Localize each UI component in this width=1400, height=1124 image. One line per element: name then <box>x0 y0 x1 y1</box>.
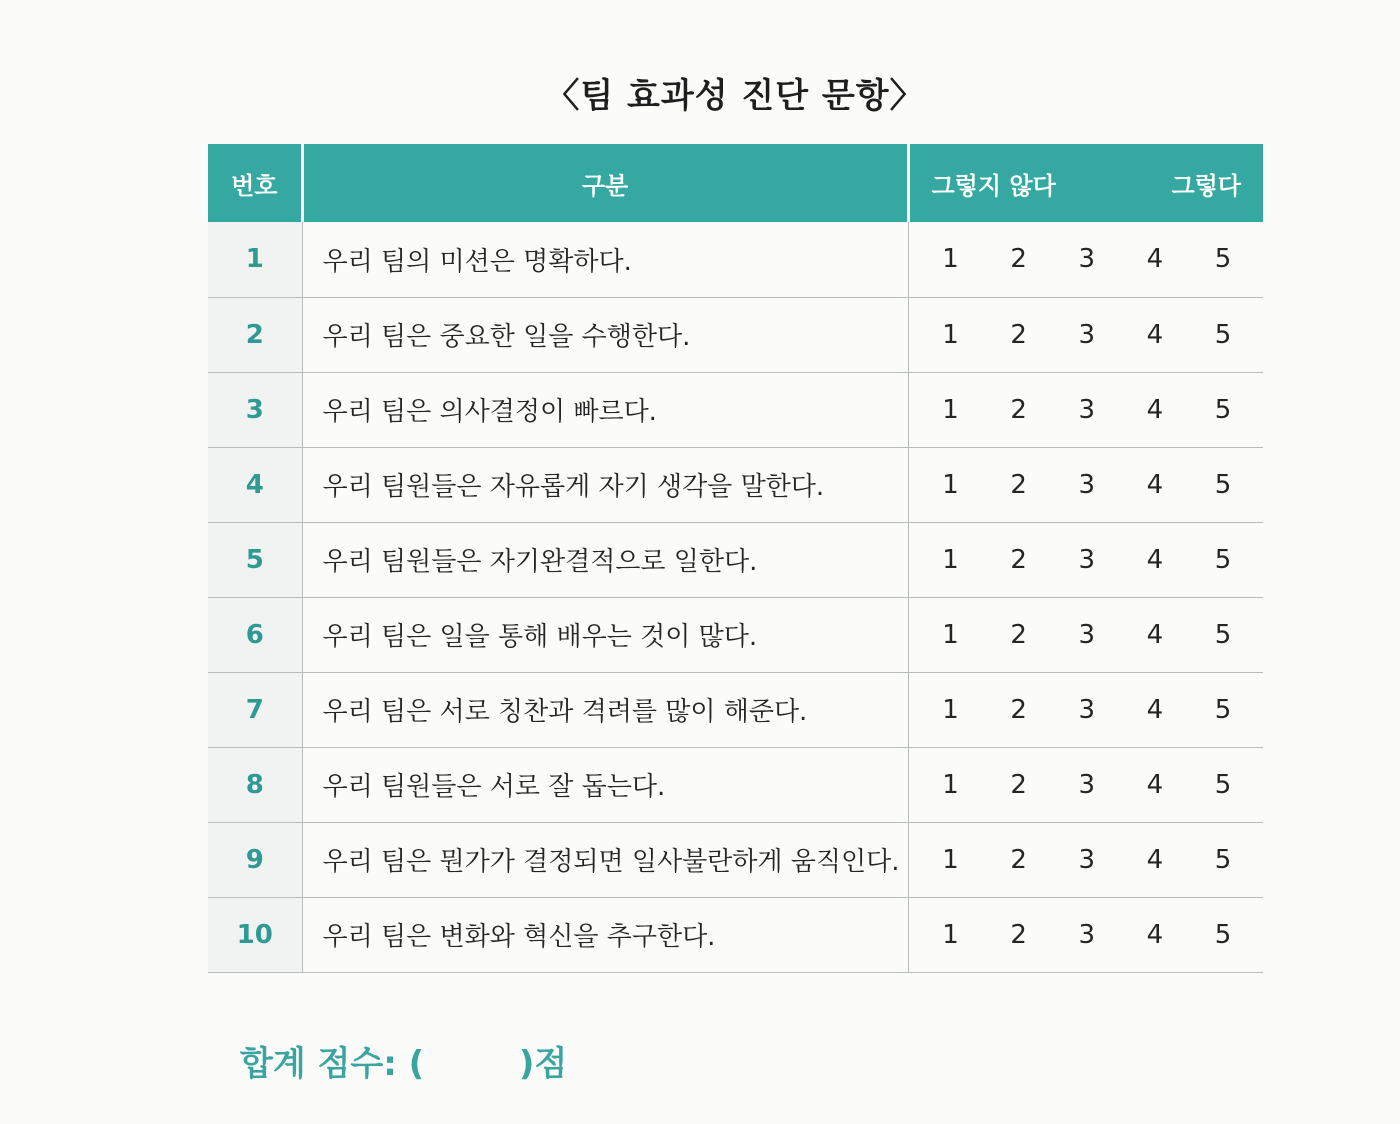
row-number: 4 <box>208 447 302 522</box>
score-option[interactable]: 4 <box>1146 469 1164 500</box>
score-option[interactable]: 5 <box>1214 244 1232 275</box>
score-option[interactable]: 1 <box>942 544 959 575</box>
table-row <box>208 372 1263 447</box>
header-scale <box>908 144 1263 222</box>
row-statement: 우리 팀원들은 서로 잘 돕는다. <box>302 747 908 822</box>
score-option[interactable]: 4 <box>1146 619 1164 650</box>
table-row <box>208 522 1263 597</box>
header-number: 번호 <box>208 144 302 222</box>
score-option[interactable]: 2 <box>1010 694 1027 725</box>
score-option[interactable]: 1 <box>942 319 959 350</box>
row-score-options <box>908 447 1263 522</box>
score-option[interactable]: 2 <box>1010 394 1027 425</box>
table-row <box>208 222 1263 297</box>
score-option[interactable]: 2 <box>1010 769 1027 800</box>
score-option[interactable]: 2 <box>1010 544 1027 575</box>
row-score-options <box>908 747 1263 822</box>
score-option[interactable]: 2 <box>1010 919 1027 950</box>
table-row <box>208 597 1263 672</box>
score-option[interactable]: 3 <box>1078 769 1096 800</box>
score-option[interactable]: 1 <box>942 244 959 275</box>
score-option[interactable]: 1 <box>942 694 959 725</box>
table-row <box>208 822 1263 897</box>
score-option[interactable]: 3 <box>1078 619 1096 650</box>
row-number: 2 <box>208 297 302 372</box>
row-score-options <box>908 372 1263 447</box>
score-option[interactable]: 5 <box>1214 469 1232 500</box>
row-number: 8 <box>208 747 302 822</box>
row-number: 9 <box>208 822 302 897</box>
row-statement: 우리 팀은 일을 통해 배우는 것이 많다. <box>302 597 908 672</box>
score-option[interactable]: 5 <box>1214 319 1232 350</box>
score-option[interactable]: 3 <box>1078 469 1096 500</box>
score-option[interactable]: 5 <box>1214 769 1232 800</box>
header-scale-low: 그렇지 않다 <box>931 171 1056 200</box>
score-option[interactable]: 5 <box>1214 544 1232 575</box>
row-score-options <box>908 672 1263 747</box>
score-option[interactable]: 2 <box>1010 244 1027 275</box>
score-option[interactable]: 2 <box>1010 619 1027 650</box>
score-option[interactable]: 5 <box>1214 394 1232 425</box>
score-option[interactable]: 4 <box>1146 244 1164 275</box>
score-option[interactable]: 2 <box>1010 469 1027 500</box>
row-score-options <box>908 822 1263 897</box>
row-statement: 우리 팀원들은 자유롭게 자기 생각을 말한다. <box>302 447 908 522</box>
page-title: 〈팀 효과성 진단 문항〉 <box>545 76 925 116</box>
row-number: 7 <box>208 672 302 747</box>
header-scale-high: 그렇다 <box>1171 171 1241 200</box>
score-option[interactable]: 5 <box>1214 694 1232 725</box>
score-option[interactable]: 2 <box>1010 844 1027 875</box>
header-item: 구분 <box>302 144 908 222</box>
score-option[interactable]: 1 <box>942 394 959 425</box>
row-statement: 우리 팀은 서로 칭찬과 격려를 많이 해준다. <box>302 672 908 747</box>
row-score-options <box>908 522 1263 597</box>
table-row <box>208 897 1263 972</box>
row-statement: 우리 팀은 중요한 일을 수행한다. <box>302 297 908 372</box>
row-number: 1 <box>208 222 302 297</box>
score-option[interactable]: 1 <box>942 469 959 500</box>
row-score-options <box>908 222 1263 297</box>
score-option[interactable]: 3 <box>1078 244 1096 275</box>
row-score-options <box>908 297 1263 372</box>
row-statement: 우리 팀원들은 자기완결적으로 일한다. <box>302 522 908 597</box>
diagnosis-table <box>208 144 1263 973</box>
row-number: 5 <box>208 522 302 597</box>
row-score-options <box>908 897 1263 972</box>
score-option[interactable]: 3 <box>1078 694 1096 725</box>
score-option[interactable]: 5 <box>1214 619 1232 650</box>
score-option[interactable]: 3 <box>1078 844 1096 875</box>
row-number: 3 <box>208 372 302 447</box>
row-statement: 우리 팀은 의사결정이 빠르다. <box>302 372 908 447</box>
score-option[interactable]: 1 <box>942 844 959 875</box>
row-statement: 우리 팀은 뭔가가 결정되면 일사불란하게 움직인다. <box>302 822 908 897</box>
table-row <box>208 297 1263 372</box>
score-option[interactable]: 4 <box>1146 394 1164 425</box>
score-option[interactable]: 4 <box>1146 919 1164 950</box>
score-option[interactable]: 2 <box>1010 319 1027 350</box>
row-number: 10 <box>208 897 302 972</box>
score-option[interactable]: 4 <box>1146 769 1164 800</box>
score-option[interactable]: 4 <box>1146 844 1164 875</box>
score-option[interactable]: 4 <box>1146 544 1164 575</box>
total-score-label: 합계 점수: ( )점 <box>240 1044 568 1084</box>
score-option[interactable]: 1 <box>942 619 959 650</box>
score-option[interactable]: 3 <box>1078 394 1096 425</box>
row-statement: 우리 팀의 미션은 명확하다. <box>302 222 908 297</box>
score-option[interactable]: 1 <box>942 769 959 800</box>
row-score-options <box>908 597 1263 672</box>
row-statement: 우리 팀은 변화와 혁신을 추구한다. <box>302 897 908 972</box>
table-row <box>208 672 1263 747</box>
table-row <box>208 747 1263 822</box>
score-option[interactable]: 3 <box>1078 544 1096 575</box>
table-header-row <box>208 144 1263 222</box>
row-number: 6 <box>208 597 302 672</box>
score-option[interactable]: 5 <box>1214 844 1232 875</box>
score-option[interactable]: 4 <box>1146 694 1164 725</box>
score-option[interactable]: 5 <box>1214 919 1232 950</box>
score-option[interactable]: 3 <box>1078 919 1096 950</box>
score-option[interactable]: 1 <box>942 919 959 950</box>
table-row <box>208 447 1263 522</box>
score-option[interactable]: 3 <box>1078 319 1096 350</box>
score-option[interactable]: 4 <box>1146 319 1164 350</box>
